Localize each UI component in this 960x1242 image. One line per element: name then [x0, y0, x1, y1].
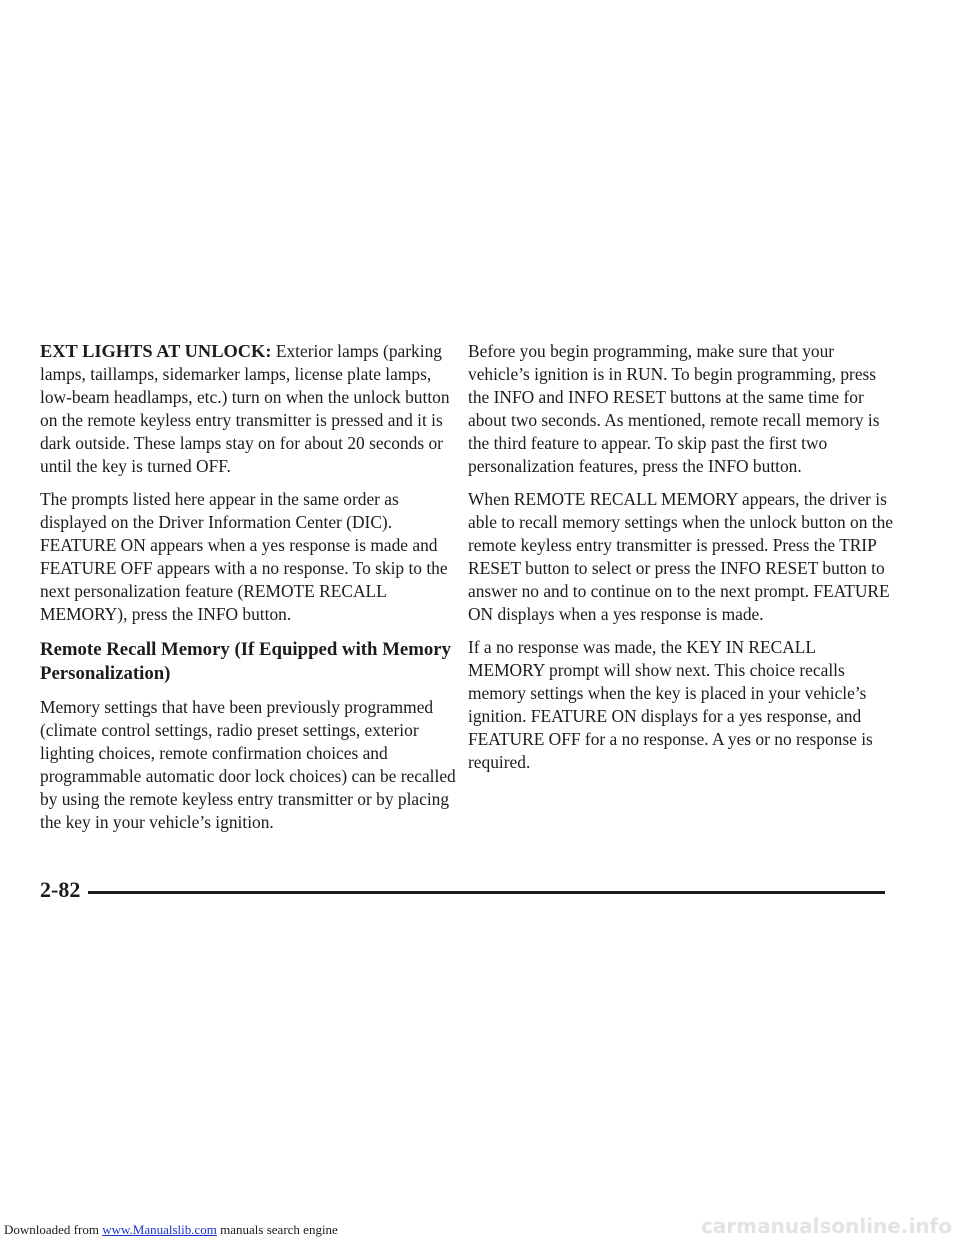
download-source-line: [4, 1222, 338, 1238]
download-prefix: Downloaded from: [4, 1222, 103, 1237]
key-in-recall-paragraph: If a no response was made, the KEY IN RECALL MEMORY prompt will show next. This choice recalls memory settings when the key is placed in your vehicle’s ignition. FEATURE ON displays for a yes response, and FEATURE OFF for a no response. A yes or no response is required.: [468, 637, 873, 772]
ext-lights-title: EXT LIGHTS AT UNLOCK:: [40, 341, 272, 361]
download-suffix: manuals search engine: [216, 1222, 338, 1237]
left-column: [40, 340, 465, 844]
memory-settings-paragraph: Memory settings that have been previously programmed (climate control settings, radio preset settings, exterior lighting choices, remote confirmation choices and programmable automatic door lock choices) can be recalled by using the remote keyless entry transmitter or by placing the key in your vehicle’s ignition.: [40, 697, 456, 832]
ext-lights-body: Exterior lamps (parking lamps, taillamps, sidemarker lamps, license plate lamps, low-beam headlamps, etc.) turn on when the unlock button on the remote keyless entry transmitter is pressed and it is dark outside. These lamps stay on for about 20 seconds or until the key is turned OFF.: [40, 341, 450, 476]
remote-recall-paragraph: When REMOTE RECALL MEMORY appears, the driver is able to recall memory settings when the unlock button on the remote keyless entry transmitter is pressed. Press the TRIP RESET button to select or press the INFO RESET button to answer no and to continue on to the next prompt. FEATURE ON displays when a yes response is made.: [468, 489, 894, 624]
right-column: [468, 340, 893, 784]
page-number: 2-82: [40, 877, 81, 902]
page-footer: [40, 875, 885, 905]
ext-lights-paragraph: [40, 340, 465, 478]
site-watermark: carmanualsonline.info: [701, 1214, 952, 1238]
manualslib-link[interactable]: www.Manualslib.com: [102, 1222, 217, 1237]
prompts-paragraph: The prompts listed here appear in the same order as displayed on the Driver Information Center (DIC). FEATURE ON appears when a yes response is made and FEATURE OFF appears with a no response. To skip to the next personalization feature (REMOTE RECALL MEMORY), press the INFO button.: [40, 489, 448, 624]
programming-paragraph: Before you begin programming, make sure that your vehicle’s ignition is in RUN. To begin programming, press the INFO and INFO RESET buttons at the same time for about two seconds. As mentioned, remote recall memory is the third feature to appear. To skip past the first two personalization features, press the INFO button.: [468, 341, 880, 476]
remote-recall-memory-heading: Remote Recall Memory (If Equipped with Memory Personalization): [40, 639, 452, 684]
footer-rule: [88, 891, 885, 894]
